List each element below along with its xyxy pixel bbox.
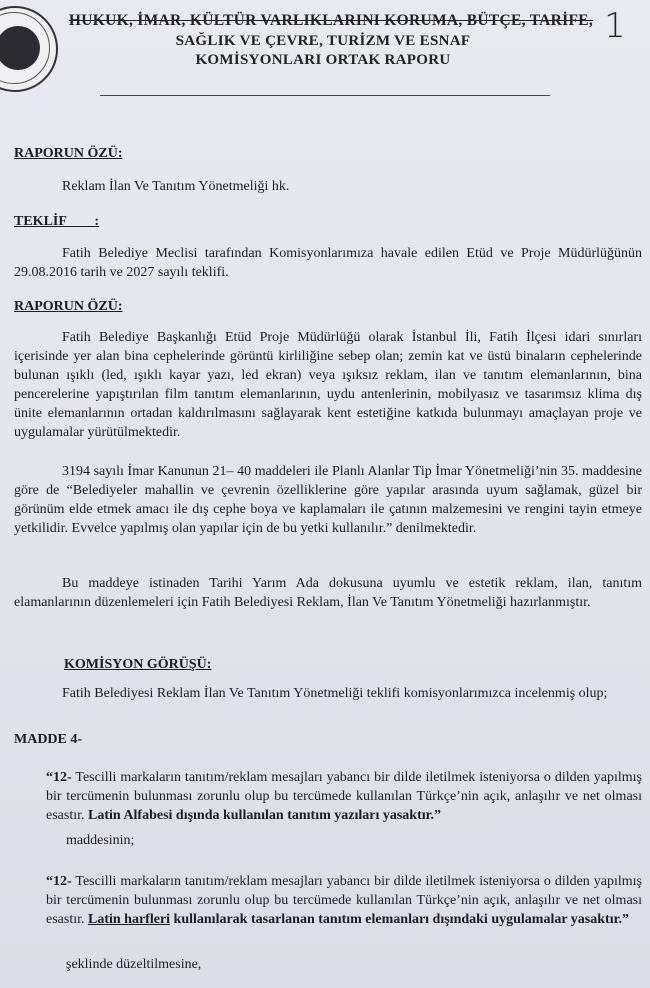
proposal-heading: TEKLİF :: [14, 214, 100, 229]
quote-number: “12-: [46, 874, 72, 889]
header-report-title: KOMİSYONLARI ORTAK RAPORU: [195, 52, 451, 68]
proposal-text: Fatih Belediye Meclisi tarafından Komisyonlarımıza havale edilen Etüd ve Proje Müdürlüğünün 29.08.2016 tarih ve 2027 sayılı teklifi.: [14, 246, 642, 280]
report-summary-heading: RAPORUN ÖZÜ:: [14, 146, 123, 161]
quote-text: Tescilli markaların tanıtım/reklam mesajları yabancı bir dilde iletilmek isteniyorsa o dilden yapılmış bir tercümenin bulunması zorunlu olup bu tercümede kullanılan Türkçe’nin açık, anlaşılır ve net olması esastır.: [46, 770, 642, 823]
report-paragraph-1: Fatih Belediye Başkanlığı Etüd Proje Müdürlüğü olarak İstanbul İli, Fatih İlçesi idari sınırları içerisinde yer alan bina cephelerinde görüntü kirliliğine sebep olan; zemin kat ve üstü binaların cephelerinde bulunan ışıklı (led, ışıklı kayar yazı, led ekran) veya ışıksız reklam, ilan ve tanıtım elemanlarının, bina pencerelerine yapıştırılan film tanıtım elemanlarının, uydu antenlerinin, mobilyasız ve tasarımsız klima dış ünite elemanlarının ortadan kaldırılmasını sağlayarak kent estetiğine katkıda bulunmayı amaçlayan proje ve uygulamalar yürütülmektedir.: [14, 330, 642, 440]
report-paragraph-3: Bu maddeye istinaden Tarihi Yarım Ada dokusuna uyumlu ve estetik reklam, ilan, tanıtım elamanlarının düzenlemeleri için Fatih Belediyesi Reklam, İlan Ve Tanıtım Yönetmeliği hazırlanmıştır.: [14, 576, 642, 610]
quote-text: Tescilli markaların tanıtım/reklam mesajları yabancı bir dilde iletilmek isteniyorsa o dilden yapılmış bir tercümenin bulunması zorunlu olup bu tercümede kullanılan Türkçe’nin açık, anlaşılır ve net olması esastır.: [46, 874, 642, 927]
quote-emphasis: Latin Alfabesi dışında kullanılan tanıtım yazıları yasaktır.”: [88, 808, 442, 823]
commission-opinion-intro: Fatih Belediyesi Reklam İlan Ve Tanıtım Yönetmeliği teklifi komisyonlarımızca incelenmiş olup;: [62, 686, 608, 701]
report-summary-text: Reklam İlan Ve Tanıtım Yönetmeliği hk.: [62, 179, 290, 194]
quote-number: “12-: [46, 770, 72, 785]
page-number: 1: [604, 6, 626, 46]
header-committees-line-1: HUKUK, İMAR, KÜLTÜR VARLIKLARINI KORUMA, BÜTÇE, TARİFE,: [68, 12, 594, 29]
report-summary-heading-2: RAPORUN ÖZÜ:: [14, 299, 123, 314]
header-committees-line-2: SAĞLIK VE ÇEVRE, TURİZM VE ESNAF: [175, 33, 471, 49]
quote-emphasis: kullanılarak tasarlanan tanıtım elemanları dışındaki uygulamalar yasaktır.”: [170, 912, 630, 927]
report-paragraph-2: 3194 sayılı İmar Kanunun 21– 40 maddeleri ile Planlı Alanlar Tip İmar Yönetmeliği’nin 35. maddesine göre de “Belediyeler mahallin ve çevrenin özelliklerine göre yapılar arasında uyum sağlamak, güzel bir görünüm elde etmek amacı ile dış cephe boya ve kaplamaları ile çatının malzemesini ve rengini tayin etmeye yetkilidir. Evvelce yapılmış olan yapılar için de bu yetki kullanılır.” denilmektedir.: [14, 464, 642, 536]
quote-emphasis-underlined: Latin harfleri: [88, 912, 171, 927]
article-quote-original: [46, 768, 642, 825]
commission-opinion-heading: KOMİSYON GÖRÜŞÜ:: [64, 657, 212, 672]
header-divider: [100, 95, 550, 96]
quote-amended-tail: şeklinde düzeltilmesine,: [66, 957, 202, 972]
quote-original-tail: maddesinin;: [66, 833, 135, 848]
article-label: MADDE 4-: [14, 732, 83, 747]
article-quote-amended: [46, 872, 642, 929]
